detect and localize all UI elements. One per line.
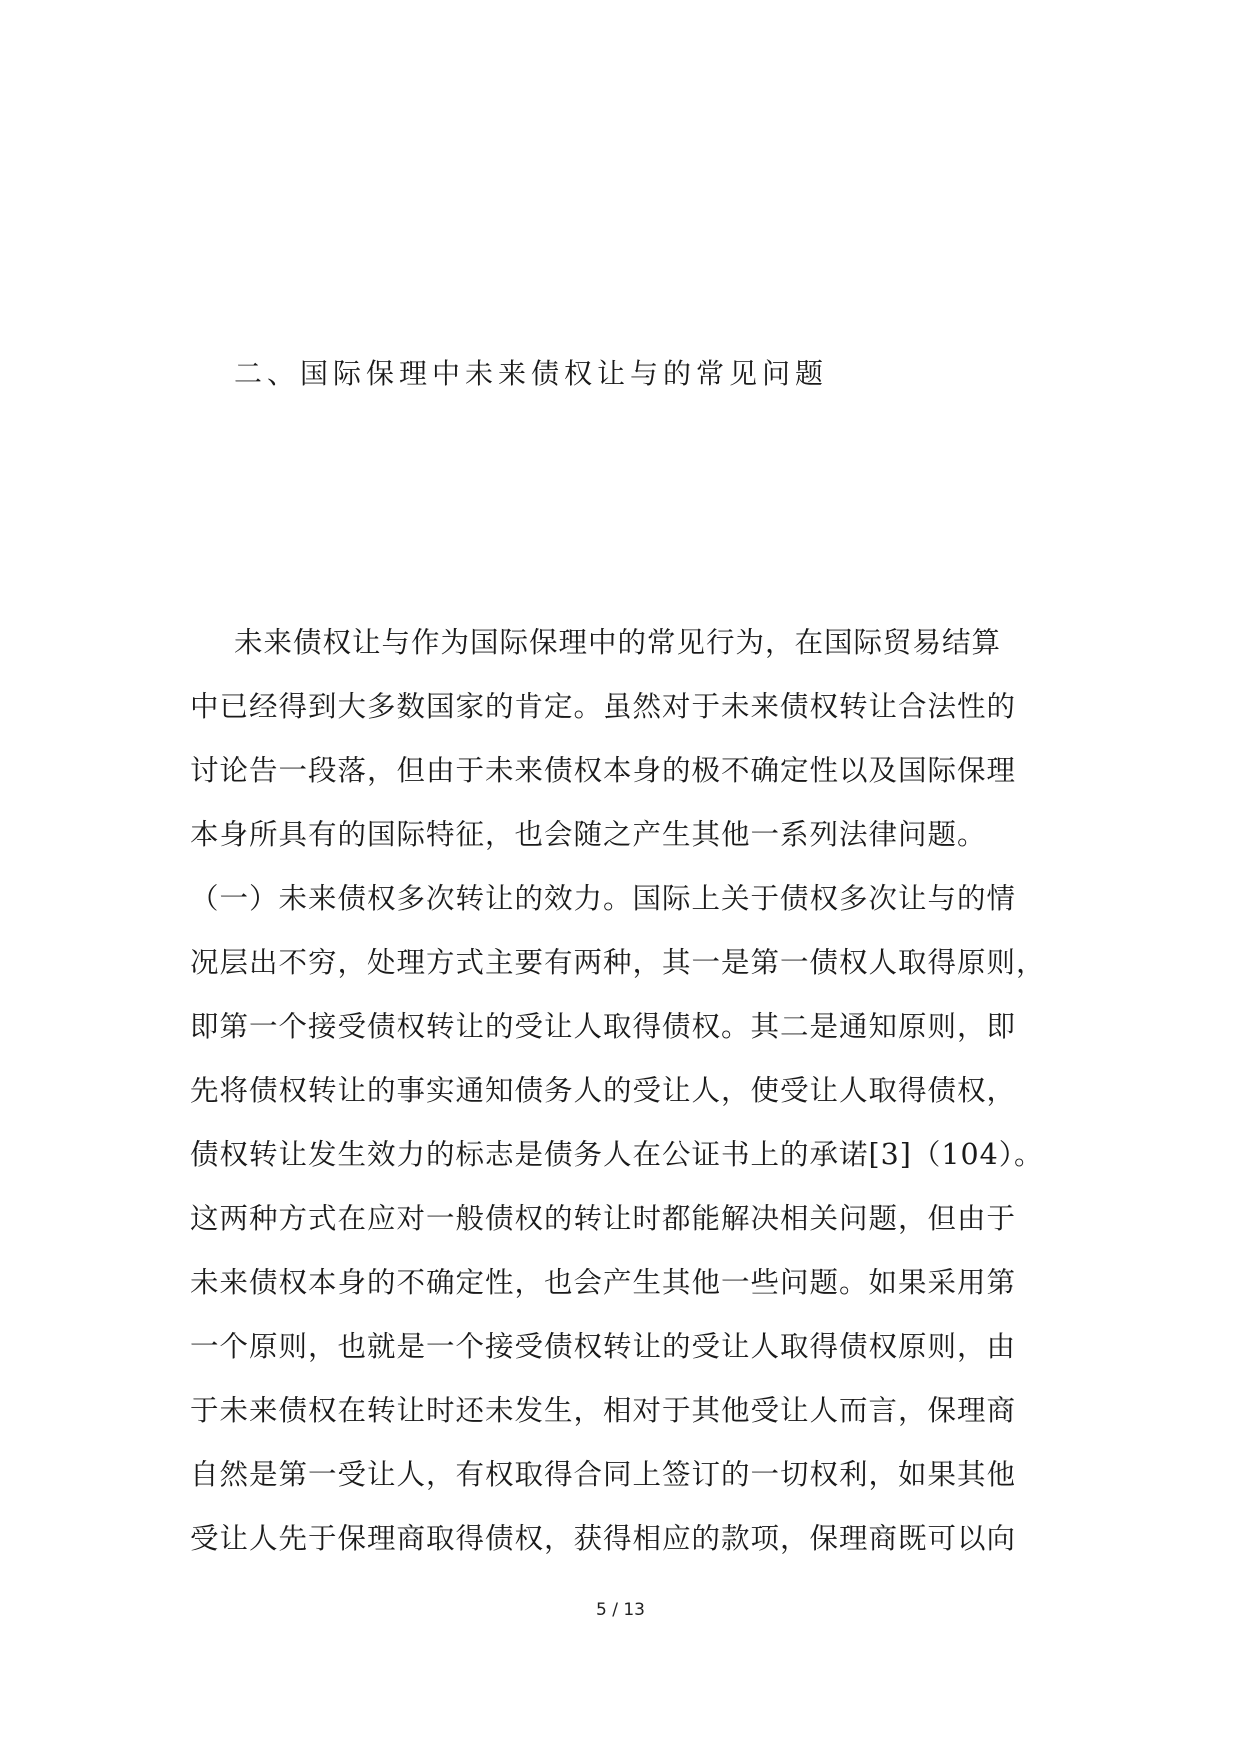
paragraph-line: 未来债权本身的不确定性，也会产生其他一些问题。如果采用第 bbox=[190, 1266, 1017, 1299]
paragraph-line: 本身所具有的国际特征，也会随之产生其他一系列法律问题。 bbox=[190, 818, 987, 851]
section-heading: 二、国际保理中未来债权让与的常见问题 bbox=[234, 357, 829, 390]
paragraph-line: 讨论告一段落，但由于未来债权本身的极不确定性以及国际保理 bbox=[190, 754, 1017, 787]
paragraph-line: 债权转让发生效力的标志是债务人在公证书上的承诺[3]（104）。 bbox=[190, 1138, 1044, 1171]
paragraph-line: 况层出不穷，处理方式主要有两种，其一是第一债权人取得原则， bbox=[190, 946, 1046, 979]
paragraph-line: 于未来债权在转让时还未发生，相对于其他受让人而言，保理商 bbox=[190, 1394, 1017, 1427]
paragraph-line: 自然是第一受让人，有权取得合同上签订的一切权利，如果其他 bbox=[190, 1458, 1017, 1491]
paragraph-line: 即第一个接受债权转让的受让人取得债权。其二是通知原则，即 bbox=[190, 1010, 1017, 1043]
paragraph-line: （一）未来债权多次转让的效力。国际上关于债权多次让与的情 bbox=[190, 882, 1017, 915]
paragraph-line: 一个原则，也就是一个接受债权转让的受让人取得债权原则，由 bbox=[190, 1330, 1017, 1363]
paragraph-line: 这两种方式在应对一般债权的转让时都能解决相关问题，但由于 bbox=[190, 1202, 1017, 1235]
paragraph-line: 中已经得到大多数国家的肯定。虽然对于未来债权转让合法性的 bbox=[190, 690, 1017, 723]
paragraph-line: 未来债权让与作为国际保理中的常见行为，在国际贸易结算 bbox=[234, 626, 1002, 659]
paragraph-line: 受让人先于保理商取得债权，获得相应的款项，保理商既可以向 bbox=[190, 1522, 1017, 1555]
paragraph-line: 先将债权转让的事实通知债务人的受让人，使受让人取得债权， bbox=[190, 1074, 1017, 1107]
page-number: 5 / 13 bbox=[596, 1600, 645, 1620]
body-paragraph bbox=[190, 611, 1050, 1571]
